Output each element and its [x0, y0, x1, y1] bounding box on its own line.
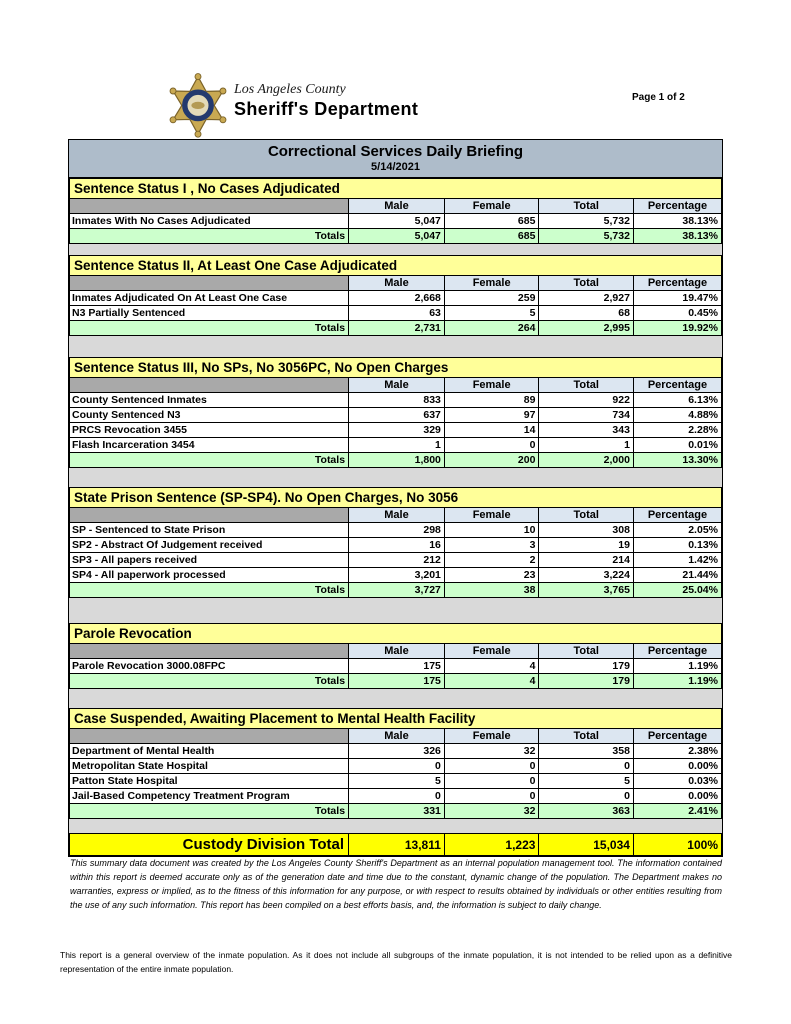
row-label: Metropolitan State Hospital — [70, 759, 349, 774]
page-number: Page 1 of 2 — [632, 92, 685, 103]
row-label: SP - Sentenced to State Prison — [70, 523, 349, 538]
row-female: 14 — [444, 423, 539, 438]
row-total: 68 — [539, 306, 634, 321]
column-header-percentage: Percentage — [633, 644, 721, 659]
totals-row — [70, 674, 722, 689]
row-total: 358 — [539, 744, 634, 759]
section-header-row — [70, 709, 722, 729]
section-title: Case Suspended, Awaiting Placement to Mental Health Facility — [70, 709, 722, 729]
totals-male: 5,047 — [349, 229, 445, 244]
table-row — [70, 438, 722, 453]
totals-label: Totals — [70, 674, 349, 689]
row-total: 308 — [539, 523, 634, 538]
table-row — [70, 759, 722, 774]
row-pct: 38.13% — [633, 214, 721, 229]
daily-briefing-report — [68, 139, 723, 857]
column-header-row — [70, 729, 722, 744]
report-section — [69, 255, 722, 357]
row-label: Flash Incarceration 3454 — [70, 438, 349, 453]
column-header-male: Male — [349, 508, 445, 523]
row-female: 0 — [444, 774, 539, 789]
table-row — [70, 408, 722, 423]
row-label: SP3 - All papers received — [70, 553, 349, 568]
totals-total: 179 — [539, 674, 634, 689]
row-female: 3 — [444, 538, 539, 553]
column-header-male: Male — [349, 199, 445, 214]
column-header-male: Male — [349, 644, 445, 659]
row-total: 5,732 — [539, 214, 634, 229]
row-male: 833 — [349, 393, 445, 408]
report-sections — [69, 178, 722, 833]
totals-percentage: 13.30% — [633, 453, 721, 468]
report-section — [69, 623, 722, 708]
table-row — [70, 291, 722, 306]
grand-total-female: 1,223 — [444, 834, 539, 856]
corner-cell — [70, 276, 349, 291]
row-total: 19 — [539, 538, 634, 553]
section-table — [69, 178, 722, 244]
column-header-row — [70, 276, 722, 291]
row-total: 343 — [539, 423, 634, 438]
grand-total-total: 15,034 — [539, 834, 634, 856]
row-male: 0 — [349, 789, 445, 804]
row-pct: 21.44% — [633, 568, 721, 583]
row-total: 734 — [539, 408, 634, 423]
row-pct: 0.00% — [633, 759, 721, 774]
column-header-percentage: Percentage — [633, 378, 721, 393]
table-row — [70, 523, 722, 538]
row-pct: 2.28% — [633, 423, 721, 438]
row-female: 89 — [444, 393, 539, 408]
totals-total: 2,000 — [539, 453, 634, 468]
column-header-row — [70, 508, 722, 523]
section-header-row — [70, 358, 722, 378]
row-pct: 6.13% — [633, 393, 721, 408]
section-header-row — [70, 256, 722, 276]
row-pct: 2.05% — [633, 523, 721, 538]
table-row — [70, 423, 722, 438]
section-title: Sentence Status II, At Least One Case Adjudicated — [70, 256, 722, 276]
column-header-row — [70, 644, 722, 659]
overview-note-paragraph: This report is a general overview of the inmate population. As it does not include all subgroups of the inmate population, it is not intended to be relied upon as a definitive representation of the entire inmate population. — [60, 950, 732, 975]
row-male: 298 — [349, 523, 445, 538]
row-label: PRCS Revocation 3455 — [70, 423, 349, 438]
row-male: 2,668 — [349, 291, 445, 306]
column-header-percentage: Percentage — [633, 729, 721, 744]
column-header-percentage: Percentage — [633, 508, 721, 523]
row-label: Parole Revocation 3000.08FPC — [70, 659, 349, 674]
row-female: 0 — [444, 438, 539, 453]
section-table — [69, 357, 722, 468]
row-total: 179 — [539, 659, 634, 674]
table-row — [70, 553, 722, 568]
row-total: 0 — [539, 789, 634, 804]
section-title: State Prison Sentence (SP-SP4). No Open Charges, No 3056 — [70, 488, 722, 508]
section-table — [69, 708, 722, 819]
totals-female: 685 — [444, 229, 539, 244]
column-header-total: Total — [539, 508, 634, 523]
custody-division-total-table — [69, 833, 722, 856]
totals-male: 2,731 — [349, 321, 445, 336]
column-header-percentage: Percentage — [633, 199, 721, 214]
totals-row — [70, 453, 722, 468]
totals-row — [70, 804, 722, 819]
row-pct: 1.19% — [633, 659, 721, 674]
row-pct: 0.03% — [633, 774, 721, 789]
row-label: Department of Mental Health — [70, 744, 349, 759]
corner-cell — [70, 729, 349, 744]
row-label: Patton State Hospital — [70, 774, 349, 789]
totals-percentage: 25.04% — [633, 583, 721, 598]
column-header-female: Female — [444, 508, 539, 523]
row-female: 259 — [444, 291, 539, 306]
column-header-male: Male — [349, 378, 445, 393]
row-pct: 2.38% — [633, 744, 721, 759]
totals-female: 264 — [444, 321, 539, 336]
column-header-female: Female — [444, 644, 539, 659]
report-section — [69, 708, 722, 833]
column-header-male: Male — [349, 729, 445, 744]
row-label: County Sentenced N3 — [70, 408, 349, 423]
corner-cell — [70, 378, 349, 393]
grand-total-percentage: 100% — [633, 834, 721, 856]
report-date: 5/14/2021 — [371, 161, 420, 173]
row-label: Jail-Based Competency Treatment Program — [70, 789, 349, 804]
row-female: 4 — [444, 659, 539, 674]
row-male: 63 — [349, 306, 445, 321]
column-header-total: Total — [539, 276, 634, 291]
section-table — [69, 487, 722, 598]
report-section — [69, 357, 722, 487]
totals-percentage: 2.41% — [633, 804, 721, 819]
row-male: 3,201 — [349, 568, 445, 583]
row-male: 175 — [349, 659, 445, 674]
row-pct: 1.42% — [633, 553, 721, 568]
column-header-percentage: Percentage — [633, 276, 721, 291]
row-female: 23 — [444, 568, 539, 583]
section-title: Sentence Status I , No Cases Adjudicated — [70, 179, 722, 199]
table-row — [70, 568, 722, 583]
column-header-female: Female — [444, 199, 539, 214]
row-label: SP2 - Abstract Of Judgement received — [70, 538, 349, 553]
disclaimer-paragraph: This summary data document was created by the Los Angeles County Sheriff's Department as an internal population management tool. The information contained within this report is deemed accurate only as of the generation date and time due to the constant, dynamic change of the population. The Department makes no warranties, express or implied, as to the fitness of this information for any purpose, or with respect to results obtained by individuals or other entities resulting from the use of any such information. This report has been compiled on a best efforts basis, and, the information is subject to daily change. — [70, 858, 722, 910]
row-total: 922 — [539, 393, 634, 408]
row-label: County Sentenced Inmates — [70, 393, 349, 408]
totals-female: 32 — [444, 804, 539, 819]
row-total: 2,927 — [539, 291, 634, 306]
totals-row — [70, 583, 722, 598]
section-spacer — [69, 689, 722, 708]
totals-female: 38 — [444, 583, 539, 598]
totals-male: 175 — [349, 674, 445, 689]
totals-male: 1,800 — [349, 453, 445, 468]
table-row — [70, 774, 722, 789]
row-male: 0 — [349, 759, 445, 774]
section-spacer — [69, 819, 722, 833]
custody-division-total-row — [70, 834, 722, 856]
totals-row — [70, 321, 722, 336]
section-title: Sentence Status III, No SPs, No 3056PC, No Open Charges — [70, 358, 722, 378]
totals-label: Totals — [70, 804, 349, 819]
column-header-row — [70, 199, 722, 214]
table-row — [70, 538, 722, 553]
table-row — [70, 744, 722, 759]
row-pct: 0.13% — [633, 538, 721, 553]
totals-total: 363 — [539, 804, 634, 819]
totals-female: 200 — [444, 453, 539, 468]
column-header-female: Female — [444, 378, 539, 393]
totals-total: 2,995 — [539, 321, 634, 336]
section-title: Parole Revocation — [70, 624, 722, 644]
section-table — [69, 255, 722, 336]
totals-label: Totals — [70, 453, 349, 468]
row-male: 329 — [349, 423, 445, 438]
column-header-row — [70, 378, 722, 393]
section-header-row — [70, 624, 722, 644]
totals-male: 3,727 — [349, 583, 445, 598]
row-female: 2 — [444, 553, 539, 568]
row-label: Inmates With No Cases Adjudicated — [70, 214, 349, 229]
row-pct: 0.01% — [633, 438, 721, 453]
row-pct: 0.00% — [633, 789, 721, 804]
totals-percentage: 19.92% — [633, 321, 721, 336]
sheriff-star-badge-icon — [168, 72, 228, 140]
grand-total-male: 13,811 — [349, 834, 445, 856]
row-pct: 4.88% — [633, 408, 721, 423]
section-spacer — [69, 598, 722, 623]
table-row — [70, 306, 722, 321]
row-total: 5 — [539, 774, 634, 789]
column-header-total: Total — [539, 644, 634, 659]
row-male: 637 — [349, 408, 445, 423]
row-female: 97 — [444, 408, 539, 423]
corner-cell — [70, 644, 349, 659]
column-header-total: Total — [539, 729, 634, 744]
row-label: Inmates Adjudicated On At Least One Case — [70, 291, 349, 306]
row-pct: 19.47% — [633, 291, 721, 306]
corner-cell — [70, 199, 349, 214]
row-female: 10 — [444, 523, 539, 538]
column-header-total: Total — [539, 199, 634, 214]
column-header-total: Total — [539, 378, 634, 393]
column-header-female: Female — [444, 729, 539, 744]
table-row — [70, 659, 722, 674]
report-section — [69, 487, 722, 623]
agency-name — [234, 82, 418, 120]
row-female: 685 — [444, 214, 539, 229]
row-male: 326 — [349, 744, 445, 759]
row-total: 0 — [539, 759, 634, 774]
table-row — [70, 789, 722, 804]
row-male: 5,047 — [349, 214, 445, 229]
section-spacer — [69, 244, 722, 255]
totals-total: 5,732 — [539, 229, 634, 244]
totals-percentage: 1.19% — [633, 674, 721, 689]
row-female: 32 — [444, 744, 539, 759]
section-spacer — [69, 468, 722, 487]
report-title-bar — [69, 140, 722, 178]
totals-total: 3,765 — [539, 583, 634, 598]
totals-label: Totals — [70, 229, 349, 244]
row-female: 0 — [444, 789, 539, 804]
row-male: 1 — [349, 438, 445, 453]
row-female: 0 — [444, 759, 539, 774]
totals-label: Totals — [70, 583, 349, 598]
report-title: Correctional Services Daily Briefing — [267, 143, 524, 160]
row-total: 1 — [539, 438, 634, 453]
row-male: 5 — [349, 774, 445, 789]
row-label: SP4 - All paperwork processed — [70, 568, 349, 583]
row-total: 3,224 — [539, 568, 634, 583]
row-male: 212 — [349, 553, 445, 568]
section-header-row — [70, 488, 722, 508]
row-female: 5 — [444, 306, 539, 321]
corner-cell — [70, 508, 349, 523]
column-header-female: Female — [444, 276, 539, 291]
row-male: 16 — [349, 538, 445, 553]
section-table — [69, 623, 722, 689]
row-label: N3 Partially Sentenced — [70, 306, 349, 321]
row-pct: 0.45% — [633, 306, 721, 321]
agency-county-text: Los Angeles County — [234, 82, 346, 97]
agency-logo — [168, 72, 418, 140]
table-row — [70, 393, 722, 408]
totals-label: Totals — [70, 321, 349, 336]
totals-row — [70, 229, 722, 244]
section-header-row — [70, 179, 722, 199]
column-header-male: Male — [349, 276, 445, 291]
agency-dept-text: Sheriff's Department — [234, 99, 419, 119]
totals-male: 331 — [349, 804, 445, 819]
totals-percentage: 38.13% — [633, 229, 721, 244]
totals-female: 4 — [444, 674, 539, 689]
report-section — [69, 178, 722, 255]
grand-total-label: Custody Division Total — [70, 834, 349, 856]
row-total: 214 — [539, 553, 634, 568]
table-row — [70, 214, 722, 229]
section-spacer — [69, 336, 722, 357]
